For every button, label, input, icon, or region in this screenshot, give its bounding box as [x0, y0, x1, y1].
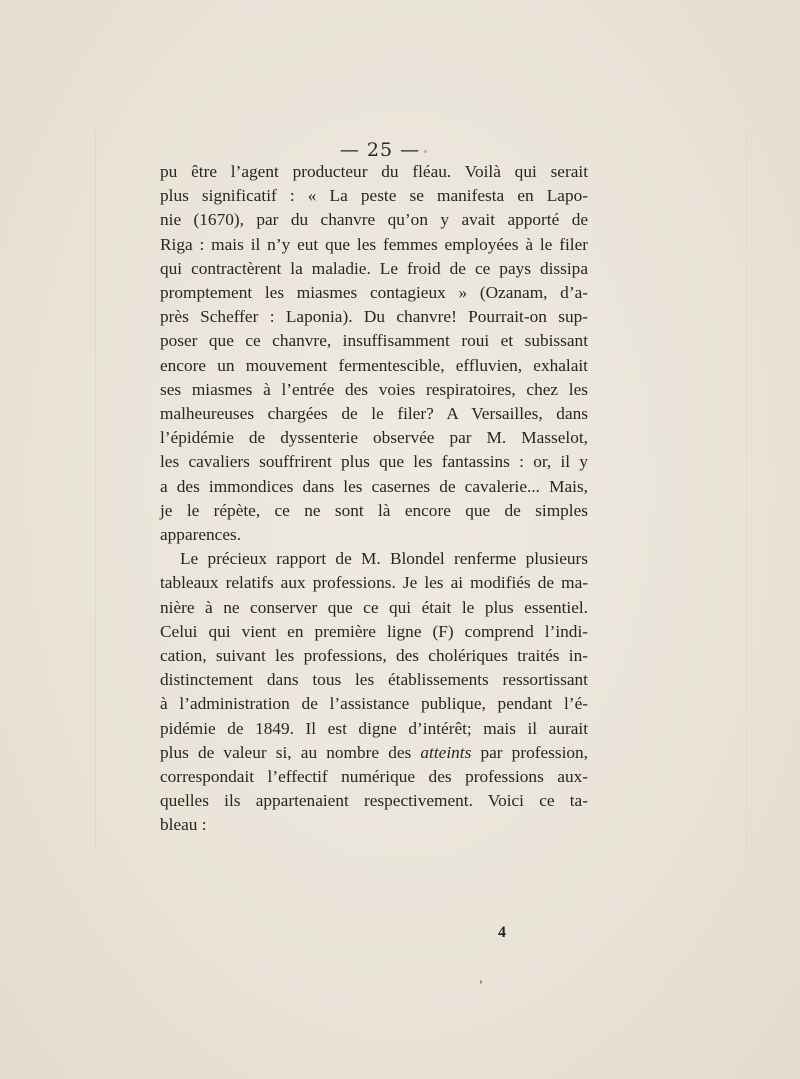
text-line: nie (1670), par du chanvre qu’on y avait apporté de — [160, 210, 588, 230]
text-line: ses miasmes à l’entrée des voies respiratoires, chez les — [160, 379, 588, 399]
paragraph-1 — [160, 160, 588, 547]
text-line: près Scheffer : Laponia). Du chanvre! Pourrait-on sup- — [160, 307, 588, 327]
text-line: pu être l’agent producteur du fléau. Voilà qui serait — [160, 162, 588, 181]
text-line: malheureuses chargées de le filer? A Versailles, dans — [160, 404, 588, 424]
emphasis: atteints — [420, 742, 472, 762]
text-line: a des immondices dans les casernes de cavalerie... Mais, — [160, 476, 588, 496]
text-line: encore un mouvement fermentescible, effluvien, exhalait — [160, 355, 588, 375]
text-line: distinctement dans tous les établissements ressortissant — [160, 670, 588, 690]
text-line: quelles ils appartenaient respectivement. Voici ce ta- — [160, 791, 588, 811]
paper-speck — [480, 980, 482, 984]
text-line: poser que ce chanvre, insuffisamment roui et subissant — [160, 331, 588, 351]
text-line: plus de valeur si, au nombre des atteints par profession, — [160, 742, 588, 762]
text-line: les cavaliers souffrirent plus que les fantassins : or, il y — [160, 452, 588, 472]
text-line: à l’administration de l’assistance publique, pendant l’é- — [160, 694, 588, 714]
body-text — [160, 160, 588, 838]
text-line: cation, suivant les professions, des cholériques traités in- — [160, 646, 588, 666]
text-line: Celui qui vient en première ligne (F) comprend l’indi- — [160, 621, 588, 641]
text-line: apparences. — [160, 525, 242, 545]
text-line: Le précieux rapport de M. Blondel renferme plusieurs — [180, 549, 588, 569]
signature-mark: 4 — [498, 924, 506, 941]
text-line: qui contractèrent la maladie. Le froid de ce pays dissipa — [160, 258, 588, 278]
text-line: plus significatif : « La peste se manifesta en Lapo- — [160, 186, 588, 206]
text-line: Riga : mais il n’y eut que les femmes employées à le filer — [160, 234, 588, 254]
paragraph-2 — [160, 547, 588, 837]
text-line: l’épidémie de dyssenterie observée par M. Masselot, — [160, 428, 588, 448]
text-line: pidémie de 1849. Il est digne d’intérêt; mais il aurait — [160, 718, 588, 738]
text-line: je le répète, ce ne sont là encore que de simples — [160, 500, 588, 520]
text-line: bleau : — [160, 815, 207, 835]
paper-speck — [424, 150, 427, 153]
text-line: correspondait l’effectif numérique des professions aux- — [160, 767, 588, 787]
text-line: tableaux relatifs aux professions. Je les ai modifiés de ma- — [160, 573, 588, 593]
page-header: — 25 — — [339, 139, 421, 161]
text-line: promptement les miasmes contagieux » (Ozanam, d’a- — [160, 283, 588, 303]
text-line: nière à ne conserver que ce qui était le plus essentiel. — [160, 597, 588, 617]
